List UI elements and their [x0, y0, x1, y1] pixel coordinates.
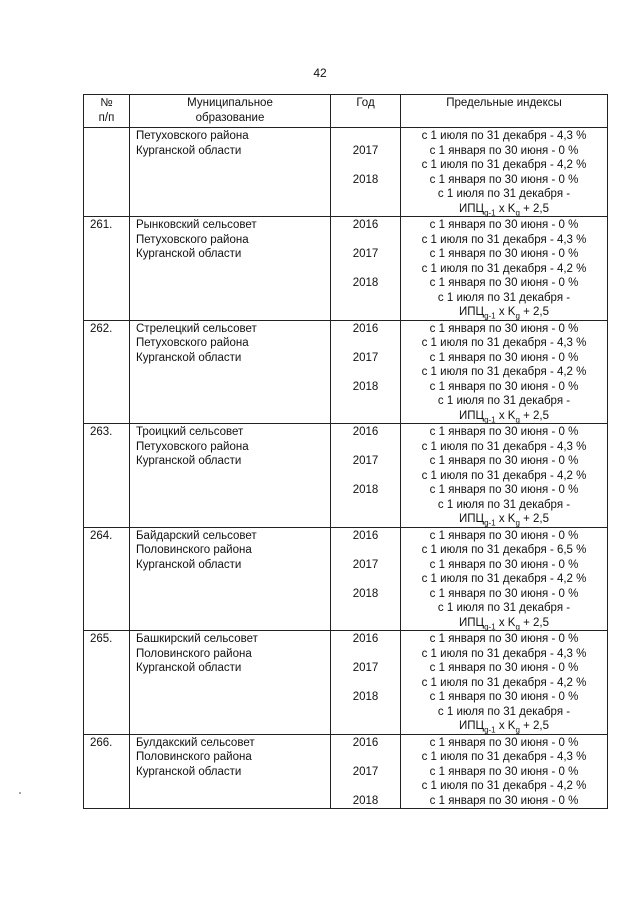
year-line: 2016 — [352, 426, 379, 438]
municipality-line: Булдакский сельсовет — [136, 736, 255, 749]
municipality-line: Курганской области — [136, 351, 242, 364]
formula-base: ИПЦ — [459, 306, 485, 318]
year-line: 2018 — [352, 380, 379, 393]
year-line: 2016 — [352, 219, 379, 231]
index-line: с 1 июля по 31 декабря - 4,2 % — [421, 366, 587, 378]
municipality-cell — [130, 734, 331, 809]
formula-times-k: x K — [495, 202, 516, 215]
formula-base-subscript: g-1 — [484, 621, 496, 631]
row-number — [84, 128, 130, 217]
year-line: 2018 — [352, 484, 379, 496]
formula-k-subscript: g — [515, 518, 520, 528]
formula-times-k: x K — [495, 720, 516, 732]
index-line: с 1 июля по 31 декабря - — [437, 602, 571, 614]
formula-tail: + 2,5 — [519, 306, 549, 318]
indices-cell — [401, 424, 608, 528]
formula-line — [401, 409, 607, 424]
year-line: 2016 — [352, 736, 379, 749]
index-line: с 1 января по 30 июня - 0 % — [429, 322, 579, 335]
index-line: с 1 января по 30 июня - 0 % — [429, 380, 579, 393]
municipality-line: Петуховского района — [136, 233, 249, 246]
year-line — [331, 336, 400, 351]
index-line: с 1 января по 30 июня - 0 % — [429, 248, 579, 260]
municipality-line: Рынковский сельсовет — [136, 219, 257, 231]
index-line: с 1 января по 30 июня - 0 % — [429, 587, 579, 600]
index-line: с 1 июля по 31 декабря - — [437, 395, 571, 407]
year-cell — [331, 217, 401, 321]
index-line: с 1 июля по 31 декабря - 4,3 % — [421, 130, 587, 142]
index-line: с 1 июля по 31 декабря - 4,2 % — [421, 159, 587, 171]
year-line — [331, 158, 400, 173]
year-line — [331, 779, 400, 794]
index-line: с 1 января по 30 июня - 0 % — [429, 484, 579, 496]
municipality-line: Курганской области — [136, 248, 242, 260]
index-line: с 1 января по 30 июня - 0 % — [429, 144, 579, 157]
index-line: с 1 января по 30 июня - 0 % — [429, 736, 579, 749]
table-row — [84, 527, 608, 631]
municipality-line: Курганской области — [136, 144, 242, 157]
row-number: 261. — [84, 217, 130, 321]
municipality-line: Половинского района — [136, 751, 252, 763]
formula-line — [401, 512, 607, 527]
table-row — [84, 217, 608, 321]
row-number: 265. — [84, 631, 130, 735]
indices-cell — [401, 128, 608, 217]
year-line: 2018 — [352, 173, 379, 186]
index-line: с 1 июля по 31 декабря - 4,3 % — [421, 440, 587, 453]
municipality-cell — [130, 527, 331, 631]
formula-base: ИПЦ — [459, 720, 485, 732]
index-line: с 1 января по 30 июня - 0 % — [429, 173, 579, 186]
municipality-cell — [130, 128, 331, 217]
year-line: 2017 — [352, 248, 379, 260]
index-line: с 1 января по 30 июня - 0 % — [429, 426, 579, 438]
page-number: 42 — [313, 66, 327, 80]
table-body — [84, 128, 608, 809]
formula-times-k: x K — [495, 409, 516, 422]
index-line: с 1 июля по 31 декабря - 4,3 % — [421, 337, 587, 349]
municipality-line: Петуховского района — [136, 130, 249, 142]
year-line: 2017 — [352, 144, 379, 157]
formula-line — [401, 616, 607, 631]
year-line — [331, 262, 400, 277]
year-line — [331, 469, 400, 484]
index-line: с 1 июля по 31 декабря - 4,2 % — [421, 676, 587, 689]
header-municipality: Муниципальное образование — [130, 95, 331, 128]
indices-cell — [401, 217, 608, 321]
formula-line — [401, 202, 607, 217]
index-line: с 1 июля по 31 декабря - 4,3 % — [421, 233, 587, 246]
year-line — [331, 129, 400, 144]
formula-tail: + 2,5 — [519, 513, 549, 525]
municipality-line: Троицкий сельсовет — [136, 426, 244, 438]
year-cell — [331, 128, 401, 217]
index-line: с 1 июля по 31 декабря - — [437, 291, 571, 304]
municipality-line: Петуховского района — [136, 440, 249, 453]
year-line: 2018 — [352, 794, 379, 807]
year-cell — [331, 527, 401, 631]
index-line: с 1 июля по 31 декабря - — [437, 188, 571, 200]
header-number: № п/п — [84, 95, 130, 128]
index-line: с 1 июля по 31 декабря - 4,3 % — [421, 751, 587, 763]
table-row — [84, 128, 608, 217]
index-line: с 1 июля по 31 декабря - — [437, 498, 571, 511]
formula-tail: + 2,5 — [519, 202, 549, 215]
year-cell — [331, 320, 401, 424]
formula-base-subscript: g-1 — [484, 207, 496, 217]
municipality-line: Курганской области — [136, 558, 242, 571]
year-line: 2018 — [352, 691, 379, 703]
index-line: с 1 января по 30 июня - 0 % — [429, 633, 579, 645]
formula-base-subscript: g-1 — [484, 414, 496, 424]
index-line: с 1 января по 30 июня - 0 % — [429, 351, 579, 364]
municipality-line: Стрелецкий сельсовет — [136, 322, 257, 335]
index-line: с 1 июля по 31 декабря - 4,3 % — [421, 647, 587, 660]
municipality-cell — [130, 320, 331, 424]
index-line: с 1 июля по 31 декабря - 4,2 % — [421, 469, 587, 482]
formula-k-subscript: g — [515, 621, 520, 631]
formula-tail: + 2,5 — [519, 409, 549, 422]
year-line: 2017 — [352, 455, 379, 467]
year-line — [331, 750, 400, 765]
formula-tail: + 2,5 — [519, 616, 549, 629]
year-line: 2016 — [352, 633, 379, 645]
index-line: с 1 января по 30 июня - 0 % — [429, 765, 579, 778]
row-number: 266. — [84, 734, 130, 809]
formula-times-k: x K — [495, 513, 516, 525]
header-indices: Предельные индексы — [401, 95, 608, 128]
municipality-line: Петуховского района — [136, 337, 249, 349]
table-row — [84, 424, 608, 528]
index-line: с 1 января по 30 июня - 0 % — [429, 277, 579, 289]
year-line — [331, 647, 400, 662]
year-line: 2017 — [352, 765, 379, 778]
year-line: 2018 — [352, 277, 379, 289]
index-line: с 1 июля по 31 декабря - 4,2 % — [421, 573, 587, 585]
municipality-line: Курганской области — [136, 662, 242, 674]
limit-indices-table — [83, 94, 608, 809]
formula-tail: + 2,5 — [519, 720, 549, 732]
row-number: 262. — [84, 320, 130, 424]
year-line: 2016 — [352, 322, 379, 335]
year-line: 2017 — [352, 351, 379, 364]
indices-cell — [401, 320, 608, 424]
indices-cell — [401, 734, 608, 809]
formula-base: ИПЦ — [459, 202, 485, 215]
formula-base: ИПЦ — [459, 409, 485, 422]
year-line — [331, 572, 400, 587]
municipality-line: Половинского района — [136, 647, 252, 660]
row-number: 264. — [84, 527, 130, 631]
municipality-cell — [130, 217, 331, 321]
table-row — [84, 320, 608, 424]
year-line: 2018 — [352, 587, 379, 600]
formula-base: ИПЦ — [459, 513, 485, 525]
table-row — [84, 631, 608, 735]
year-cell — [331, 631, 401, 735]
year-line — [331, 365, 400, 380]
formula-base-subscript: g-1 — [484, 725, 496, 735]
index-line: с 1 января по 30 июня - 0 % — [429, 455, 579, 467]
indices-cell — [401, 527, 608, 631]
formula-k-subscript: g — [515, 311, 520, 321]
formula-line — [401, 719, 607, 734]
municipality-line: Байдарский сельсовет — [136, 529, 257, 542]
index-line: с 1 июля по 31 декабря - — [437, 705, 571, 718]
indices-cell — [401, 631, 608, 735]
municipality-line: Половинского района — [136, 544, 252, 556]
formula-base: ИПЦ — [459, 616, 485, 629]
index-line: с 1 июля по 31 декабря - 4,2 % — [421, 780, 587, 792]
index-line: с 1 июля по 31 декабря - 6,5 % — [421, 544, 587, 556]
year-line — [331, 440, 400, 455]
year-line: 2017 — [352, 662, 379, 674]
year-line: 2016 — [352, 529, 379, 542]
municipality-line: Башкирский сельсовет — [136, 633, 258, 645]
index-line: с 1 января по 30 июня - 0 % — [429, 691, 579, 703]
municipality-line: Курганской области — [136, 765, 242, 778]
formula-k-subscript: g — [515, 207, 520, 217]
formula-times-k: x K — [495, 616, 516, 629]
formula-base-subscript: g-1 — [484, 311, 496, 321]
index-line: с 1 января по 30 июня - 0 % — [429, 219, 579, 231]
year-line — [331, 543, 400, 558]
table-row — [84, 734, 608, 809]
index-line: с 1 января по 30 июня - 0 % — [429, 662, 579, 674]
formula-times-k: x K — [495, 306, 516, 318]
formula-base-subscript: g-1 — [484, 518, 496, 528]
index-line: с 1 января по 30 июня - 0 % — [429, 794, 579, 807]
year-cell — [331, 424, 401, 528]
municipality-line: Курганской области — [136, 455, 242, 467]
municipality-cell — [130, 631, 331, 735]
row-number: 263. — [84, 424, 130, 528]
year-cell — [331, 734, 401, 809]
formula-k-subscript: g — [515, 414, 520, 424]
year-line — [331, 676, 400, 691]
formula-line — [401, 305, 607, 320]
table-header-row — [84, 95, 608, 128]
year-line: 2017 — [352, 558, 379, 571]
year-line — [331, 233, 400, 248]
index-line: с 1 января по 30 июня - 0 % — [429, 529, 579, 542]
header-year: Год — [331, 95, 401, 128]
formula-k-subscript: g — [515, 725, 520, 735]
index-line: с 1 июля по 31 декабря - 4,2 % — [421, 262, 587, 275]
municipality-cell — [130, 424, 331, 528]
scan-artifact-dot — [19, 792, 21, 794]
index-line: с 1 января по 30 июня - 0 % — [429, 558, 579, 571]
